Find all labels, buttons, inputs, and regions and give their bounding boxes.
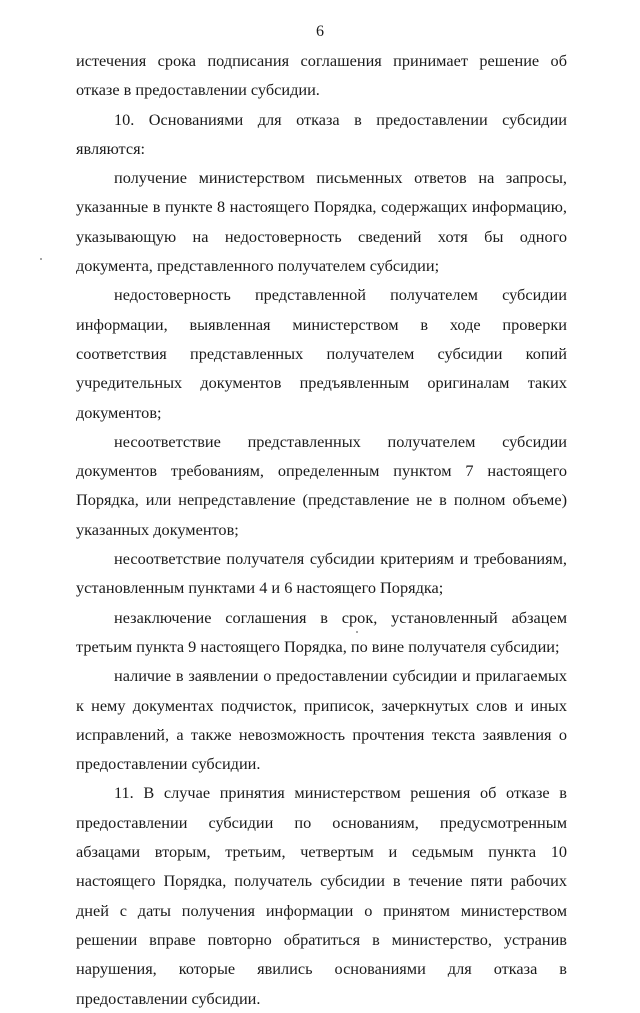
paragraph-clause-11: 11. В случае принятия министерством решения об отказе в предоставлении субсидии по основаниям, предусмотренным абзацами вторым, третьим, четвертым и седьмым пункта 10 настоящего Порядка, получатель субсидии в течение пяти рабочих дней с даты получения информации о принятом министерством решении вправе повторно обратиться в министерство, устранив нарушения, которые явились основаниями для отказа в предоставлении субсидии. — [76, 783, 567, 1008]
paragraph-clause-10-heading: 10. Основаниями для отказа в предоставлении субсидии являются: — [76, 109, 567, 158]
page-number: 6 — [316, 23, 324, 40]
scan-speck — [40, 258, 42, 260]
document-body — [76, 46, 567, 1013]
paragraph-ground-4: несоответствие получателя субсидии критериям и требованиям, установленным пунктами 4 и 6 настоящего Порядка; — [76, 549, 567, 598]
paragraph-continuation: истечения срока подписания соглашения принимает решение об отказе в предоставлении субсидии. — [76, 51, 567, 100]
paragraph-ground-6: наличие в заявлении о предоставлении субсидии и прилагаемых к нему документах подчисток, приписок, зачеркнутых слов и иных исправлений, а также невозможность прочтения текста заявления о предоставлении субсидии. — [76, 666, 567, 774]
paragraph-ground-2: недостоверность представленной получателем субсидии информации, выявленная министерством в ходе проверки соответствия представленных получателем субсидии копий учредительных документов предъявленным оригиналам таких документов; — [76, 285, 567, 422]
paragraph-ground-3: несоответствие представленных получателем субсидии документов требованиям, определенным пунктом 7 настоящего Порядка, или непредставление (представление не в полном объеме) указанных документов; — [76, 431, 567, 539]
paragraph-ground-5: незаключение соглашения в срок, установленный абзацем третьим пункта 9 настоящего Порядка, по вине получателя субсидии; — [76, 607, 567, 656]
paragraph-ground-1: получение министерством письменных ответов на запросы, указанные в пункте 8 настоящего Порядка, содержащих информацию, указывающую на недостоверность сведений хотя бы одного документа, представленного получателем субсидии; — [76, 168, 567, 276]
scan-speck — [356, 631, 358, 633]
